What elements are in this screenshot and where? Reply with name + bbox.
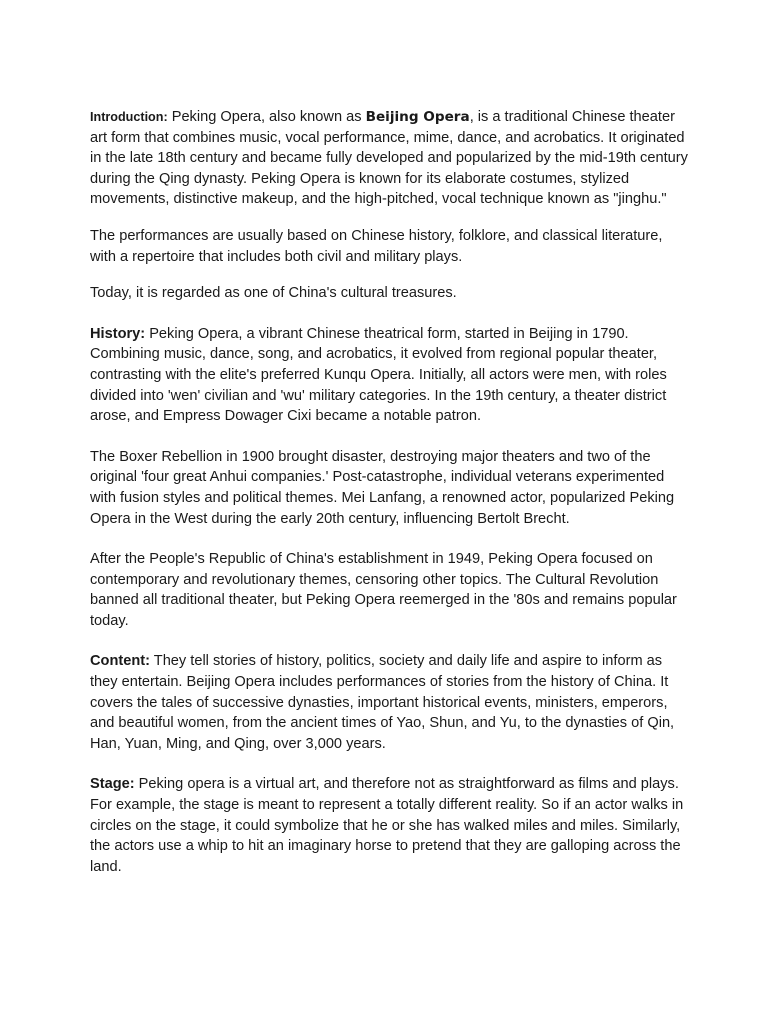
document-body — [90, 107, 690, 877]
introduction-paragraph — [90, 107, 690, 210]
stage-paragraph — [90, 774, 690, 877]
today-paragraph: Today, it is regarded as one of China's cultural treasures. — [90, 285, 457, 302]
content-text: They tell stories of history, politics, society and daily life and aspire to inform as they entertain. Beijing Opera includes performances of stories from the history of China. It covers the tales of successive dynasties, important historical events, ministers, emperors, and beautiful women, from the ancient times of Yao, Shun, and Yu, to the dynasties of Qin, Han, Yuan, Ming, and Qing, over 3,000 years. — [90, 653, 675, 752]
introduction-heading: Introduction: — [90, 110, 168, 124]
boxer-rebellion-paragraph: The Boxer Rebellion in 1900 brought disaster, destroying major theaters and two of the original 'four great Anhui companies.' Post-catastrophe, individual veterans experimented with fusion styles and political themes. Mei Lanfang, a renowned actor, popularized Peking Opera in the West during the early 20th century, influencing Bertolt Brecht. — [90, 448, 675, 527]
content-paragraph — [90, 651, 690, 754]
history-paragraph — [90, 324, 690, 427]
history-heading: History: — [90, 325, 146, 342]
beijing-opera-bold: Beijing Opera — [365, 109, 470, 125]
history-text: Peking Opera, a vibrant Chinese theatrical form, started in Beijing in 1790. Combining music, dance, song, and acrobatics, it evolved from regional popular theater, contrasting with the elite's preferred Kunqu Opera. Initially, all actors were men, with roles divided into 'wen' civilian and 'wu' military categories. In the 19th century, a theater district arose, and Empress Dowager Cixi became a notable patron. — [90, 325, 667, 425]
introduction-text-end: , is a traditional Chinese theater art form that combines music, vocal performance, mime, dance, and acrobatics. It originated in the late 18th century and became fully developed and popularized by the mid-19th century during the Qing dynasty. Peking Opera is known for its elaborate costumes, stylized movements, distinctive makeup, and the high-pitched, vocal technique known as "jinghu." — [90, 109, 688, 208]
prc-paragraph: After the People's Republic of China's establishment in 1949, Peking Opera focused on contemporary and revolutionary themes, censoring other topics. The Cultural Revolution banned all traditional theater, but Peking Opera reemerged in the '80s and remains popular today. — [90, 551, 677, 629]
performances-paragraph: The performances are usually based on Chinese history, folklore, and classical literature, with a repertoire that includes both civil and military plays. — [90, 227, 663, 265]
content-heading: Content: — [90, 653, 150, 670]
introduction-text-start: Peking Opera, also known as — [167, 109, 366, 125]
stage-heading: Stage: — [90, 776, 135, 793]
stage-text: Peking opera is a virtual art, and therefore not as straightforward as films and plays. For example, the stage is meant to represent a totally different reality. So if an actor walks in circles on the stage, it could symbolize that he or she has walked miles and miles. Similarly, the actors use a whip to hit an imaginary horse to pretend that they are galloping across the land. — [90, 776, 684, 875]
